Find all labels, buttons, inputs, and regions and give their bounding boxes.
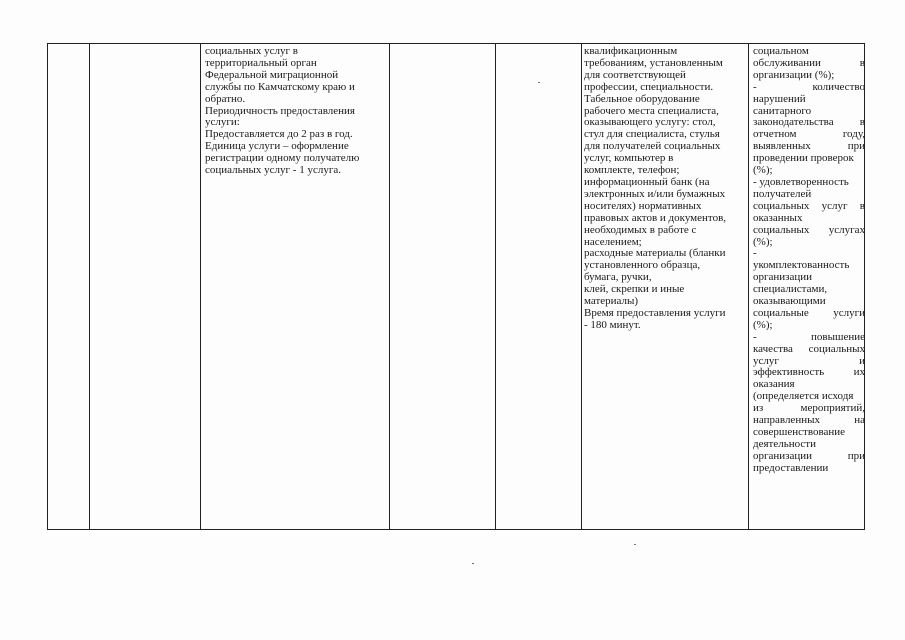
- text-line: специалистами,: [753, 283, 828, 296]
- text-line: социальных услуг в: [205, 45, 298, 57]
- text-line: (определяется исходя: [753, 390, 854, 403]
- text-line: совершенствование: [753, 426, 846, 438]
- text-line: организации: [753, 271, 813, 284]
- text-line: социальных услуг - 1 услуга.: [205, 164, 341, 177]
- text-line: для соответствующей: [584, 68, 686, 81]
- text-line: оказывающими: [753, 295, 826, 308]
- text-line: для получателей социальных: [584, 140, 721, 153]
- column-divider: [581, 44, 582, 529]
- text-line: Периодичность предоставления: [205, 104, 355, 117]
- text-line: нарушений: [753, 92, 806, 105]
- text-line: укомплектованность: [753, 259, 850, 272]
- text-line: социальных услугах: [753, 223, 865, 236]
- column-divider: [389, 44, 390, 529]
- text-line: материалы): [584, 295, 639, 308]
- service-conditions-cell: [584, 46, 744, 332]
- text-line: социальные услуги: [753, 306, 865, 319]
- text-line: отчетном году,: [753, 128, 865, 141]
- text-line: (%);: [753, 235, 773, 248]
- text-line: комплекте, телефон;: [584, 164, 680, 177]
- text-line: проведении проверок: [753, 152, 854, 165]
- text-line: обслуживании в: [753, 56, 865, 69]
- text-line: получателей: [753, 187, 812, 200]
- text-line: требованиям, установленным: [584, 56, 723, 69]
- text-line: (%);: [753, 318, 773, 331]
- text-line: из мероприятий,: [753, 402, 865, 415]
- text-line: - удовлетворенность: [753, 175, 849, 188]
- text-line: - количество: [753, 80, 865, 93]
- text-line: стул для специалиста, стулья: [584, 128, 720, 141]
- text-line: -: [753, 247, 757, 260]
- text-line: населением;: [584, 235, 642, 248]
- text-line: электронных и/или бумажных: [584, 187, 726, 200]
- text-line: законодательства в: [753, 116, 865, 129]
- text-line: Федеральной миграционной: [205, 68, 339, 81]
- text-line: квалификационным: [584, 45, 678, 57]
- text-line: информационный банк (на: [584, 175, 710, 188]
- text-line: деятельности: [753, 437, 816, 450]
- text-line: профессии, специальности.: [584, 80, 714, 93]
- text-line: качества социальных: [753, 342, 865, 355]
- text-line: службы по Камчатскому краю и: [205, 80, 355, 93]
- text-line: социальном: [753, 45, 809, 57]
- text-line: направленных на: [753, 414, 865, 427]
- text-line: - 180 минут.: [584, 318, 641, 331]
- text-line: территориальный орган: [205, 56, 317, 69]
- text-line: Предоставляется до 2 раз в год.: [205, 128, 353, 141]
- column-divider: [495, 44, 496, 529]
- text-line: услуг и: [753, 354, 865, 367]
- text-line: необходимых в работе с: [584, 223, 697, 236]
- services-table: [47, 43, 865, 530]
- text-line: предоставлении: [753, 461, 829, 474]
- text-line: оказания: [753, 378, 795, 391]
- service-description-cell: [205, 46, 387, 177]
- text-line: санитарного: [753, 104, 812, 117]
- text-line: расходные материалы (бланки: [584, 247, 726, 260]
- text-line: выявленных при: [753, 140, 865, 153]
- scan-speck: [472, 563, 474, 564]
- text-line: организации (%);: [753, 68, 835, 81]
- scan-speck: [634, 544, 636, 545]
- text-line: эффективность их: [753, 366, 865, 379]
- text-line: Табельное оборудование: [584, 92, 700, 105]
- text-line: клей, скрепки и иные: [584, 283, 685, 296]
- text-line: бумага, ручки,: [584, 271, 652, 284]
- text-line: установленного образца,: [584, 259, 701, 272]
- text-line: - повышение: [753, 330, 865, 343]
- column-divider: [748, 44, 749, 529]
- text-line: организации при: [753, 449, 865, 462]
- text-line: правовых актов и документов,: [584, 211, 727, 224]
- column-divider: [89, 44, 90, 529]
- text-line: услуг, компьютер в: [584, 152, 674, 165]
- text-line: обратно.: [205, 92, 246, 105]
- column-divider: [200, 44, 201, 529]
- text-line: оказывающего услугу: стол,: [584, 116, 716, 129]
- text-line: Единица услуги – оформление: [205, 140, 349, 153]
- scan-speck: [538, 82, 540, 83]
- text-line: рабочего места специалиста,: [584, 104, 719, 117]
- quality-indicators-cell: [753, 46, 865, 475]
- text-line: носителях) нормативных: [584, 199, 702, 212]
- text-line: услуги:: [205, 116, 240, 129]
- text-line: социальных услуг в: [753, 199, 865, 212]
- text-line: оказанных: [753, 211, 803, 224]
- text-line: (%);: [753, 164, 773, 177]
- text-line: регистрации одному получателю: [205, 152, 360, 165]
- text-line: Время предоставления услуги: [584, 306, 726, 319]
